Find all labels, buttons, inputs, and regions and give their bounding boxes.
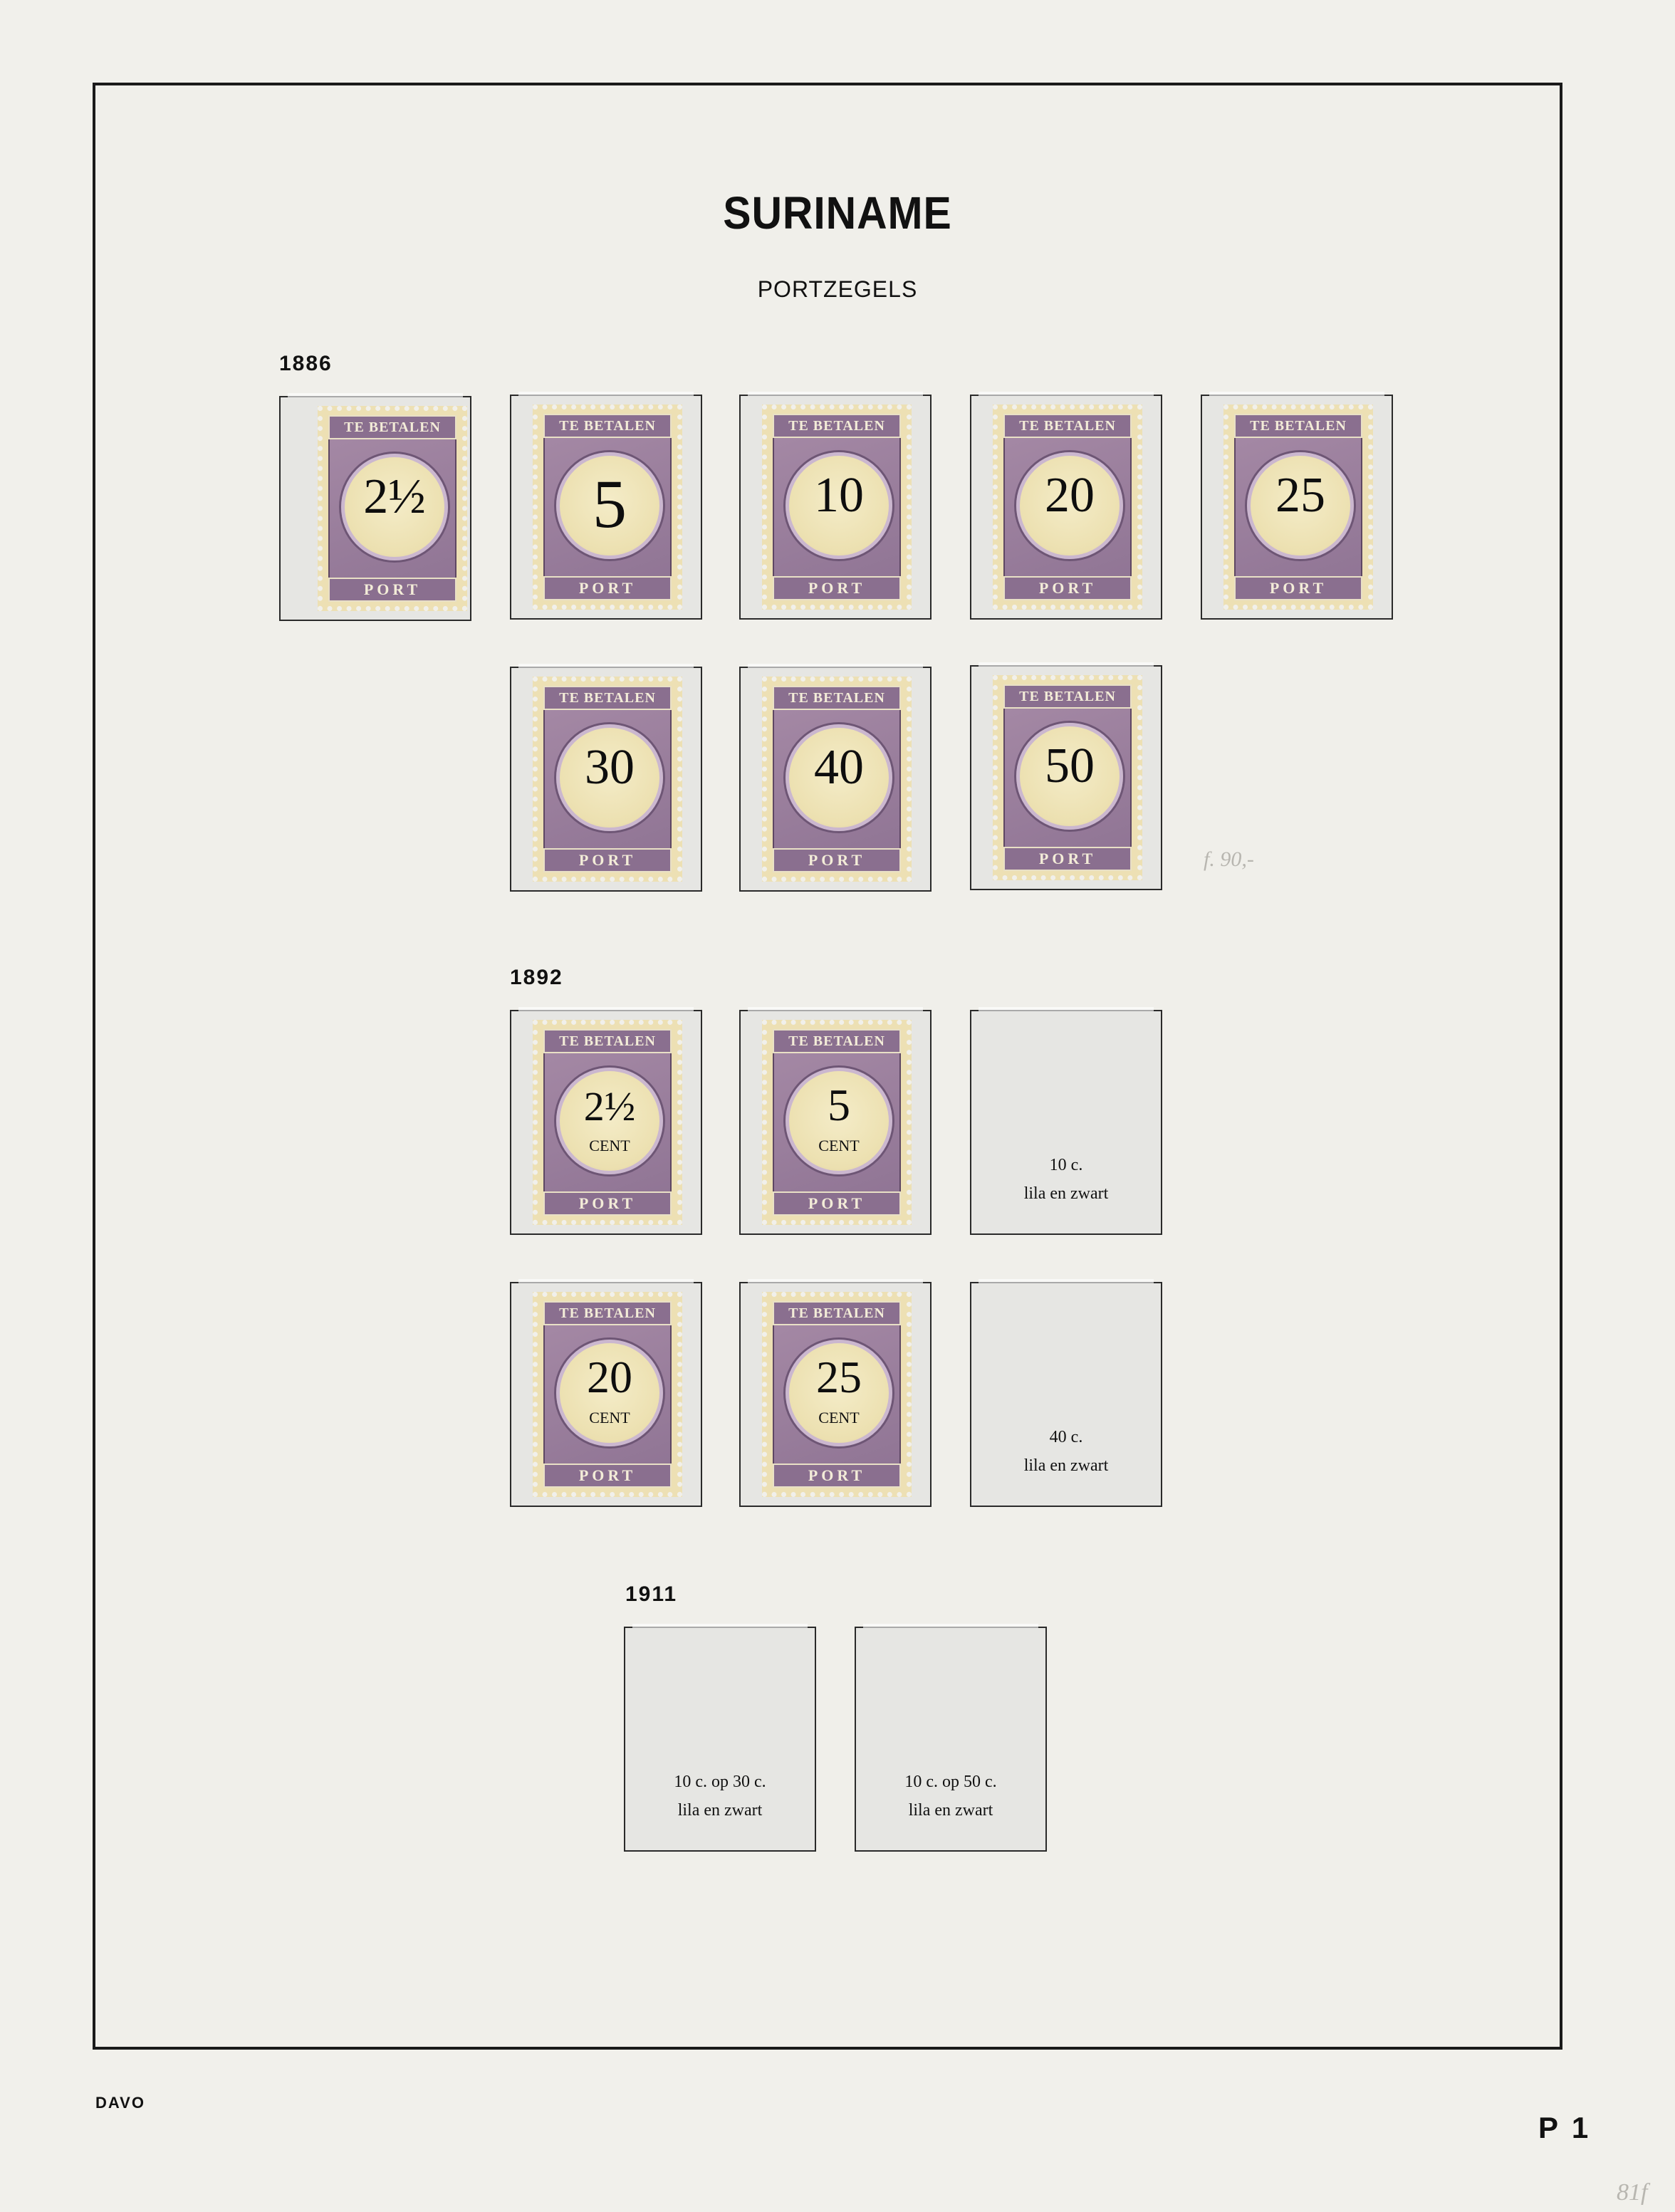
stamp-value: 25 xyxy=(1275,468,1325,523)
stamp-cent-label: CENT xyxy=(589,1409,630,1426)
stamp-value: 5 xyxy=(828,1080,850,1130)
stamp xyxy=(533,1020,682,1225)
value-circle xyxy=(1016,723,1123,830)
stamp-value: 10 xyxy=(814,468,864,523)
value-circle xyxy=(786,1068,892,1174)
empty-slot-1911-10c-op-30c[interactable] xyxy=(624,1627,816,1852)
slot-value-label: 10 c. xyxy=(1049,1156,1083,1174)
slot-value-label: 10 c. op 30 c. xyxy=(674,1773,766,1791)
stamp-footer: PORT xyxy=(773,1191,901,1216)
section-year-1892: 1892 xyxy=(510,966,563,989)
stamp-footer: PORT xyxy=(1003,576,1132,600)
stamp-footer: PORT xyxy=(543,576,672,600)
stamp-header: TE BETALEN xyxy=(543,686,672,710)
stamp-footer: PORT xyxy=(328,578,456,602)
stamp-slot-1886-25[interactable] xyxy=(1201,395,1393,620)
slot-color-label: lila en zwart xyxy=(1023,1184,1109,1203)
stamp xyxy=(993,675,1142,880)
section-year-1886: 1886 xyxy=(279,352,333,375)
stamp-header: TE BETALEN xyxy=(543,1029,672,1053)
stamp xyxy=(762,677,912,882)
value-circle xyxy=(341,454,448,560)
slot-color-label: lila en zwart xyxy=(908,1801,993,1820)
stamp-value: 20 xyxy=(1045,468,1095,523)
slot-value-label: 10 c. op 50 c. xyxy=(904,1773,997,1791)
stamp-header: TE BETALEN xyxy=(543,1301,672,1325)
stamp xyxy=(318,406,467,611)
stamp xyxy=(533,1292,682,1497)
stamp-slot-1892-20[interactable] xyxy=(510,1282,702,1507)
stamp-footer: PORT xyxy=(773,1464,901,1488)
value-circle xyxy=(786,724,892,831)
stamp xyxy=(762,1292,912,1497)
stamp-slot-1886-5[interactable] xyxy=(510,395,702,620)
pencil-corner-note: 81f xyxy=(1617,2179,1648,2206)
stamp-header: TE BETALEN xyxy=(328,415,456,439)
stamp-header: TE BETALEN xyxy=(1003,684,1132,709)
value-circle xyxy=(556,1340,663,1446)
slot-value-label: 40 c. xyxy=(1049,1428,1083,1446)
stamp-footer: PORT xyxy=(773,576,901,600)
stamp-footer: PORT xyxy=(773,848,901,872)
stamp-slot-1892-25[interactable] xyxy=(739,1282,932,1507)
stamp-header: TE BETALEN xyxy=(773,1301,901,1325)
stamp-value: 2½ xyxy=(583,1083,636,1130)
value-circle xyxy=(786,1340,892,1446)
value-circle xyxy=(1247,452,1354,559)
page-number: P 1 xyxy=(1538,2111,1592,2144)
stamp-header: TE BETALEN xyxy=(773,1029,901,1053)
stamp xyxy=(533,405,682,610)
stamp-header: TE BETALEN xyxy=(773,414,901,438)
stamp-cent-label: CENT xyxy=(818,1137,860,1154)
stamp-slot-1886-20[interactable] xyxy=(970,395,1162,620)
stamp-header: TE BETALEN xyxy=(543,414,672,438)
stamp-slot-1886-30[interactable] xyxy=(510,667,702,892)
stamp-footer: PORT xyxy=(1003,847,1132,871)
stamp-header: TE BETALEN xyxy=(1234,414,1362,438)
stamp-slot-1886-50[interactable] xyxy=(970,665,1162,890)
empty-slot-1892-10c[interactable] xyxy=(970,1010,1162,1235)
stamp xyxy=(762,1020,912,1225)
stamp-value: 20 xyxy=(587,1352,632,1402)
stamp xyxy=(1223,405,1373,610)
stamp-value: 50 xyxy=(1045,739,1095,793)
stamp-footer: PORT xyxy=(543,848,672,872)
stamp-header: TE BETALEN xyxy=(1003,414,1132,438)
publisher-label: DAVO xyxy=(95,2094,145,2112)
stamp xyxy=(533,677,682,882)
value-circle xyxy=(786,452,892,559)
stamp-slot-1886-40[interactable] xyxy=(739,667,932,892)
value-circle xyxy=(556,1068,663,1174)
stamp xyxy=(762,405,912,610)
empty-slot-1911-10c-op-50c[interactable] xyxy=(855,1627,1047,1852)
pencil-price-note: f. 90,- xyxy=(1204,847,1254,871)
page-title: SURINAME xyxy=(723,187,952,239)
stamp-slot-1886-2-5[interactable] xyxy=(279,396,471,621)
stamp-footer: PORT xyxy=(543,1191,672,1216)
stamp-footer: PORT xyxy=(1234,576,1362,600)
stamp-header: TE BETALEN xyxy=(773,686,901,710)
page-subtitle: PORTZEGELS xyxy=(757,276,918,302)
stamp-slot-1886-10[interactable] xyxy=(739,395,932,620)
stamp-value: 2½ xyxy=(363,469,426,524)
value-circle xyxy=(556,452,663,559)
stamp-cent-label: CENT xyxy=(589,1137,630,1154)
empty-slot-1892-40c[interactable] xyxy=(970,1282,1162,1507)
stamp-value: 30 xyxy=(585,740,635,795)
stamp-value: 40 xyxy=(814,740,864,795)
section-year-1911: 1911 xyxy=(625,1582,678,1606)
slot-color-label: lila en zwart xyxy=(677,1801,763,1820)
stamp-value: 5 xyxy=(593,466,627,542)
stamp-footer: PORT xyxy=(543,1464,672,1488)
stamp-slot-1892-2-5[interactable] xyxy=(510,1010,702,1235)
value-circle xyxy=(1016,452,1123,559)
stamp xyxy=(993,405,1142,610)
slot-color-label: lila en zwart xyxy=(1023,1456,1109,1475)
value-circle xyxy=(556,724,663,831)
stamp-cent-label: CENT xyxy=(818,1409,860,1426)
stamp-slot-1892-5[interactable] xyxy=(739,1010,932,1235)
stamp-value: 25 xyxy=(816,1352,862,1402)
